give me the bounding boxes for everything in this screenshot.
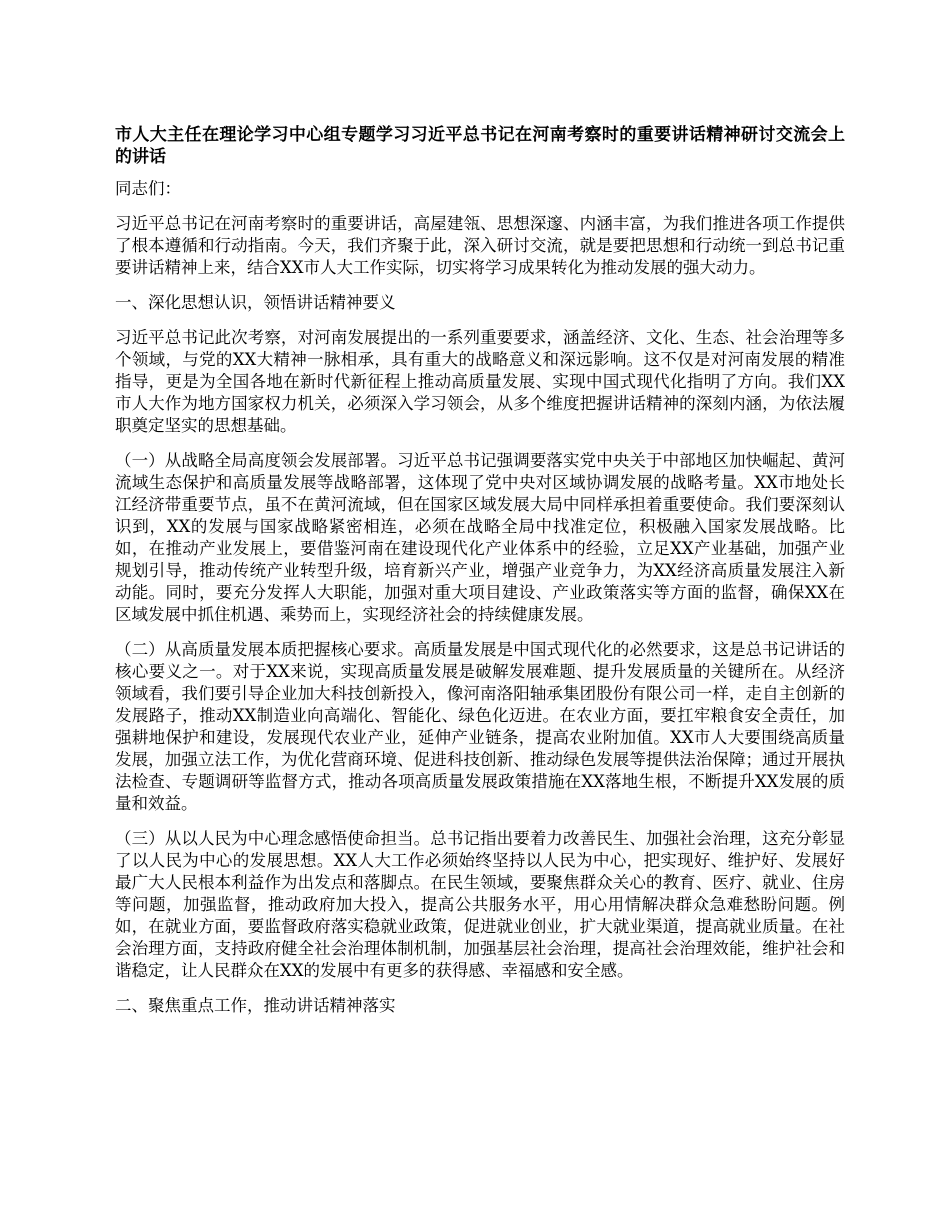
document-page	[115, 124, 845, 1030]
document-title: 市人大主任在理论学习中心组专题学习习近平总书记在河南考察时的重要讲话精神研讨交流会上的讲话	[115, 125, 845, 167]
section-1-heading: 一、深化思想认识，领悟讲话精神要义	[115, 293, 396, 312]
point-1-paragraph: （一）从战略全局高度领会发展部署。习近平总书记强调要落实党中央关于中部地区加快崛起、黄河流域生态保护和高质量发展等战略部署，这体现了党中央对区域协调发展的战略考量。XX市地处长江经济带重要节点，虽不在黄河流域，但在国家区域发展大局中同样承担着重要使命。我们要深刻认识到，XX的发展与国家战略紧密相连，必须在战略全局中找准定位，积极融入国家发展战略。比如，在推动产业发展上，要借鉴河南在建设现代化产业体系中的经验，立足XX产业基础，加强产业规划引导，推动传统产业转型升级，培育新兴产业，增强产业竞争力，为XX经济高质量发展注入新动能。同时，要充分发挥人大职能，加强对重大项目建设、产业政策落实等方面的监督，确保XX在区域发展中抓住机遇、乘势而上，实现经济社会的持续健康发展。	[115, 451, 845, 624]
salutation: 同志们：	[115, 179, 181, 198]
point-3-paragraph: （三）从以人民为中心理念感悟使命担当。总书记指出要着力改善民生、加强社会治理，这充分彰显了以人民为中心的发展思想。XX人大工作必须始终坚持以人民为中心，把实现好、维护好、发展好最广大人民根本利益作为出发点和落脚点。在民生领域，要聚焦群众关心的教育、医疗、就业、住房等问题，加强监督，推动政府加大投入，提高公共服务水平，用心用情解决群众急难愁盼问题。例如，在就业方面，要监督政府落实稳就业政策，促进就业创业，扩大就业渠道，提高就业质量。在社会治理方面，支持政府健全社会治理体制机制，加强基层社会治理，提高社会治理效能，维护社会和谐稳定，让人民群众在XX的发展中有更多的获得感、幸福感和安全感。	[115, 829, 845, 980]
section-2-heading: 二、聚焦重点工作，推动讲话精神落实	[115, 996, 396, 1015]
point-2-paragraph: （二）从高质量发展本质把握核心要求。高质量发展是中国式现代化的必然要求，这是总书记讲话的核心要义之一。对于XX来说，实现高质量发展是破解发展难题、提升发展质量的关键所在。从经济领域看，我们要引导企业加大科技创新投入，像河南洛阳轴承集团股份有限公司一样，走自主创新的发展路子，推动XX制造业向高端化、智能化、绿色化迈进。在农业方面，要扛牢粮食安全责任，加强耕地保护和建设，发展现代农业产业，延伸产业链条，提高农业附加值。XX市人大要围绕高质量发展，加强立法工作，为优化营商环境、促进科技创新、推动绿色发展等提供法治保障；通过开展执法检查、专题调研等监督方式，推动各项高质量发展政策措施在XX落地生根，不断提升XX发展的质量和效益。	[115, 640, 845, 813]
intro-paragraph: 习近平总书记在河南考察时的重要讲话，高屋建瓴、思想深邃、内涵丰富，为我们推进各项工作提供了根本遵循和行动指南。今天，我们齐聚于此，深入研讨交流，就是要把思想和行动统一到总书记重要讲话精神上来，结合XX市人大工作实际，切实将学习成果转化为推动发展的强大动力。	[115, 214, 845, 277]
section-1-paragraph: 习近平总书记此次考察，对河南发展提出的一系列重要要求，涵盖经济、文化、生态、社会治理等多个领域，与党的XX大精神一脉相承，具有重大的战略意义和深远影响。这不仅是对河南发展的精准指导，更是为全国各地在新时代新征程上推动高质量发展、实现中国式现代化指明了方向。我们XX市人大作为地方国家权力机关，必须深入学习领会，从多个维度把握讲话精神的深刻内涵，为依法履职奠定坚实的思想基础。	[115, 328, 845, 435]
